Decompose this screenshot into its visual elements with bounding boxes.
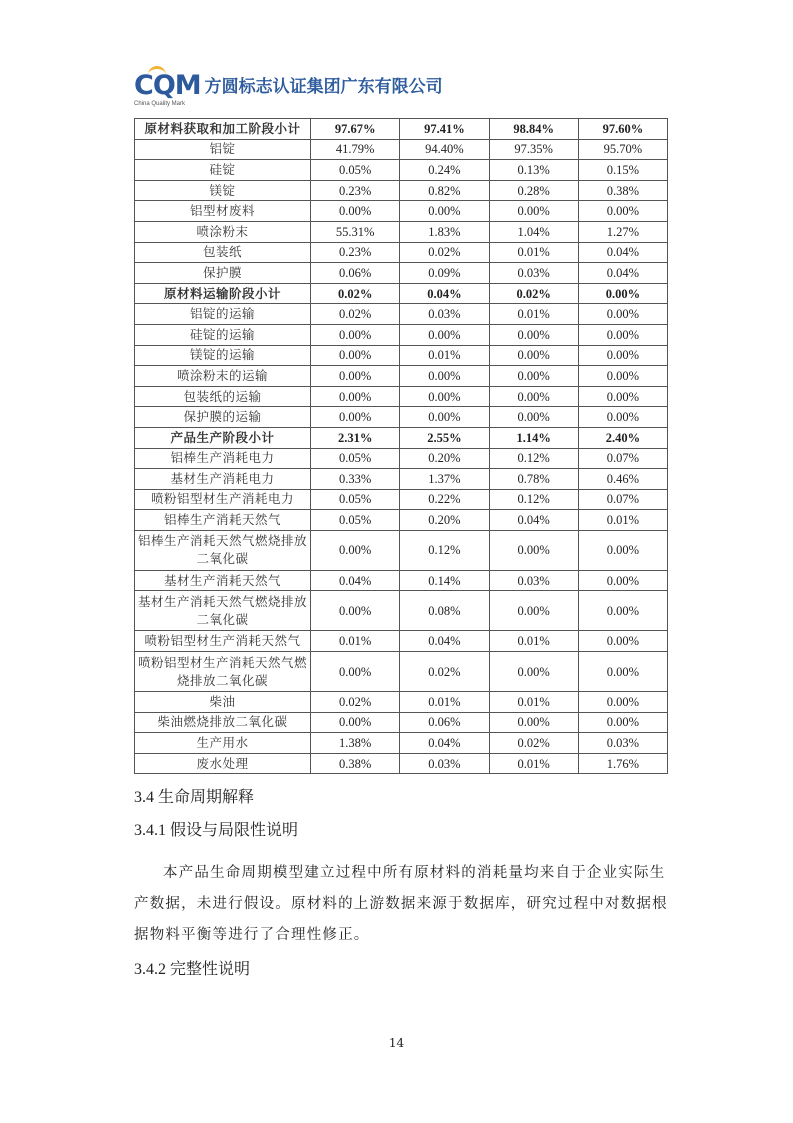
- table-row: [135, 221, 668, 242]
- cell-value: 0.04%: [400, 631, 489, 652]
- table-row: [135, 733, 668, 754]
- cell-value: 0.23%: [311, 180, 400, 201]
- company-name: 方圆标志认证集团广东有限公司: [204, 77, 443, 97]
- cell-value: 0.00%: [578, 712, 667, 733]
- table-row: [135, 712, 668, 733]
- cell-value: 0.00%: [400, 366, 489, 387]
- table-row: [135, 345, 668, 366]
- page-body: [134, 118, 669, 980]
- cell-value: 0.38%: [311, 753, 400, 774]
- cell-value: 0.00%: [578, 366, 667, 387]
- cell-value: 0.04%: [578, 242, 667, 263]
- cell-value: 0.00%: [489, 386, 578, 407]
- cell-value: 0.00%: [311, 652, 400, 692]
- row-label: 喷粉铝型材生产消耗天然气燃烧排放二氧化碳: [135, 652, 311, 692]
- row-label: 基材生产消耗天然气: [135, 570, 311, 591]
- table-row: [135, 530, 668, 570]
- table-row: [135, 324, 668, 345]
- cell-value: 0.00%: [311, 591, 400, 631]
- cell-value: 0.82%: [400, 180, 489, 201]
- cell-value: 0.00%: [311, 386, 400, 407]
- cell-value: 0.28%: [489, 180, 578, 201]
- cell-value: 0.09%: [400, 263, 489, 284]
- cell-value: 0.00%: [311, 407, 400, 428]
- table-row: [135, 180, 668, 201]
- cell-value: 0.06%: [400, 712, 489, 733]
- row-label: 镁锭: [135, 180, 311, 201]
- cell-value: 0.33%: [311, 469, 400, 490]
- table-row: [135, 570, 668, 591]
- cell-value: 0.00%: [489, 591, 578, 631]
- cell-value: 0.03%: [400, 753, 489, 774]
- row-label: 喷粉铝型材生产消耗电力: [135, 489, 311, 510]
- row-label: 废水处理: [135, 753, 311, 774]
- cell-value: 0.14%: [400, 570, 489, 591]
- cell-value: 0.00%: [489, 366, 578, 387]
- cell-value: 0.06%: [311, 263, 400, 284]
- cell-value: 97.67%: [311, 119, 400, 140]
- table-row: [135, 366, 668, 387]
- table-row: [135, 652, 668, 692]
- page-number: 14: [388, 1036, 405, 1050]
- cell-value: 41.79%: [311, 139, 400, 160]
- row-label: 铝棒生产消耗电力: [135, 448, 311, 469]
- cell-value: 0.00%: [489, 345, 578, 366]
- row-label: 铝型材废料: [135, 201, 311, 222]
- cell-value: 1.04%: [489, 221, 578, 242]
- row-label: 基材生产消耗电力: [135, 469, 311, 490]
- cell-value: 1.83%: [400, 221, 489, 242]
- cell-value: 0.01%: [311, 631, 400, 652]
- cell-value: 0.04%: [400, 283, 489, 304]
- row-label: 铝锭的运输: [135, 304, 311, 325]
- section-heading-3-4-2: 3.4.2 完整性说明: [134, 961, 251, 979]
- table-subtotal-row: [135, 427, 668, 448]
- cell-value: 0.00%: [578, 386, 667, 407]
- table-row: [135, 489, 668, 510]
- table-row: [135, 386, 668, 407]
- table-row: [135, 631, 668, 652]
- cell-value: 0.23%: [311, 242, 400, 263]
- row-label: 保护膜的运输: [135, 407, 311, 428]
- cell-value: 0.04%: [578, 263, 667, 284]
- cell-value: 0.04%: [311, 570, 400, 591]
- cell-value: 0.05%: [311, 448, 400, 469]
- row-label: 基材生产消耗天然气燃烧排放二氧化碳: [135, 591, 311, 631]
- cell-value: 0.00%: [311, 366, 400, 387]
- cell-value: 0.00%: [578, 631, 667, 652]
- cell-value: 0.22%: [400, 489, 489, 510]
- row-label: 喷涂粉末: [135, 221, 311, 242]
- cell-value: 0.00%: [578, 324, 667, 345]
- cell-value: 0.00%: [311, 324, 400, 345]
- row-label: 铝棒生产消耗天然气: [135, 510, 311, 531]
- cell-value: 0.02%: [400, 652, 489, 692]
- table-subtotal-row: [135, 283, 668, 304]
- row-label: 原材料获取和加工阶段小计: [135, 119, 311, 140]
- cell-value: 0.00%: [400, 201, 489, 222]
- cell-value: 0.00%: [311, 201, 400, 222]
- logo-subtitle: China Quality Mark: [134, 101, 186, 107]
- cell-value: 97.41%: [400, 119, 489, 140]
- cell-value: 2.40%: [578, 427, 667, 448]
- cell-value: 55.31%: [311, 221, 400, 242]
- cell-value: 1.38%: [311, 733, 400, 754]
- table-row: [135, 407, 668, 428]
- row-label: 包装纸的运输: [135, 386, 311, 407]
- row-label: 硅锭的运输: [135, 324, 311, 345]
- cell-value: 0.00%: [578, 692, 667, 713]
- cell-value: 2.55%: [400, 427, 489, 448]
- cell-value: 0.20%: [400, 448, 489, 469]
- cell-value: 0.05%: [311, 489, 400, 510]
- cell-value: 0.00%: [489, 712, 578, 733]
- cell-value: 0.00%: [489, 407, 578, 428]
- table-row: [135, 201, 668, 222]
- row-label: 生产用水: [135, 733, 311, 754]
- cell-value: 0.00%: [578, 345, 667, 366]
- cell-value: 0.00%: [311, 712, 400, 733]
- cell-value: 0.03%: [489, 263, 578, 284]
- section-heading-3-4: 3.4 生命周期解释: [134, 789, 255, 807]
- cell-value: 0.07%: [578, 489, 667, 510]
- cell-value: 0.46%: [578, 469, 667, 490]
- cell-value: 94.40%: [400, 139, 489, 160]
- cell-value: 0.02%: [311, 283, 400, 304]
- cell-value: 0.05%: [311, 160, 400, 181]
- cell-value: 0.03%: [489, 570, 578, 591]
- cell-value: 0.38%: [578, 180, 667, 201]
- cell-value: 0.12%: [489, 489, 578, 510]
- table-row: [135, 692, 668, 713]
- lca-contribution-table: [134, 118, 668, 774]
- cell-value: 0.00%: [578, 570, 667, 591]
- cell-value: 0.00%: [578, 407, 667, 428]
- table-row: [135, 304, 668, 325]
- logo-text: CQM: [134, 70, 201, 101]
- cell-value: 0.12%: [489, 448, 578, 469]
- table-row: [135, 469, 668, 490]
- cell-value: 1.27%: [578, 221, 667, 242]
- cell-value: 98.84%: [489, 119, 578, 140]
- cell-value: 0.03%: [578, 733, 667, 754]
- cell-value: 0.00%: [578, 530, 667, 570]
- cell-value: 0.00%: [400, 324, 489, 345]
- row-label: 喷粉铝型材生产消耗天然气: [135, 631, 311, 652]
- cell-value: 2.31%: [311, 427, 400, 448]
- cell-value: 0.01%: [489, 753, 578, 774]
- cell-value: 0.02%: [311, 692, 400, 713]
- cell-value: 0.08%: [400, 591, 489, 631]
- cell-value: 0.07%: [578, 448, 667, 469]
- table-row: [135, 139, 668, 160]
- section-heading-3-4-1: 3.4.1 假设与局限性说明: [134, 822, 299, 840]
- cell-value: 0.15%: [578, 160, 667, 181]
- row-label: 保护膜: [135, 263, 311, 284]
- row-label: 柴油: [135, 692, 311, 713]
- cell-value: 0.00%: [311, 530, 400, 570]
- cell-value: 0.00%: [489, 530, 578, 570]
- cell-value: 0.01%: [400, 345, 489, 366]
- cell-value: 0.02%: [311, 304, 400, 325]
- cell-value: 0.01%: [489, 304, 578, 325]
- cell-value: 0.01%: [400, 692, 489, 713]
- cell-value: 0.04%: [400, 733, 489, 754]
- paragraph-assumptions: 本产品生命周期模型建立过程中所有原材料的消耗量均来自于企业实际生产数据，未进行假设。原材料的上游数据来源于数据库，研究过程中对数据根据物料平衡等进行了合理性修正。: [134, 865, 668, 944]
- cell-value: 0.00%: [578, 591, 667, 631]
- cell-value: 0.00%: [489, 652, 578, 692]
- table-row: [135, 242, 668, 263]
- row-label: 镁锭的运输: [135, 345, 311, 366]
- cell-value: 0.24%: [400, 160, 489, 181]
- table-row: [135, 753, 668, 774]
- cell-value: 0.00%: [578, 304, 667, 325]
- cell-value: 0.05%: [311, 510, 400, 531]
- row-label: 喷涂粉末的运输: [135, 366, 311, 387]
- cell-value: 0.00%: [400, 386, 489, 407]
- cell-value: 0.20%: [400, 510, 489, 531]
- table-row: [135, 263, 668, 284]
- logo-mark-group: [134, 66, 201, 108]
- table-row: [135, 448, 668, 469]
- cell-value: 0.00%: [489, 201, 578, 222]
- cell-value: 1.14%: [489, 427, 578, 448]
- cell-value: 0.78%: [489, 469, 578, 490]
- table-row: [135, 160, 668, 181]
- cell-value: 95.70%: [578, 139, 667, 160]
- cell-value: 0.00%: [400, 407, 489, 428]
- cell-value: 0.01%: [489, 242, 578, 263]
- cell-value: 0.01%: [489, 631, 578, 652]
- cell-value: 0.02%: [400, 242, 489, 263]
- cell-value: 0.02%: [489, 283, 578, 304]
- cell-value: 0.02%: [489, 733, 578, 754]
- cell-value: 0.01%: [489, 692, 578, 713]
- cqm-logo-mark: [134, 66, 201, 100]
- row-label: 产品生产阶段小计: [135, 427, 311, 448]
- cell-value: 97.35%: [489, 139, 578, 160]
- cell-value: 0.00%: [578, 283, 667, 304]
- row-label: 铝锭: [135, 139, 311, 160]
- row-label: 硅锭: [135, 160, 311, 181]
- row-label: 铝棒生产消耗天然气燃烧排放二氧化碳: [135, 530, 311, 570]
- cell-value: 0.01%: [578, 510, 667, 531]
- cell-value: 1.37%: [400, 469, 489, 490]
- logo-arc-icon: [148, 66, 166, 75]
- cell-value: 0.03%: [400, 304, 489, 325]
- row-label: 原材料运输阶段小计: [135, 283, 311, 304]
- cell-value: 1.76%: [578, 753, 667, 774]
- table-row: [135, 510, 668, 531]
- table-row: [135, 591, 668, 631]
- cell-value: 0.13%: [489, 160, 578, 181]
- cell-value: 0.00%: [489, 324, 578, 345]
- cell-value: 0.00%: [311, 345, 400, 366]
- cell-value: 0.00%: [578, 201, 667, 222]
- cell-value: 97.60%: [578, 119, 667, 140]
- company-logo: [134, 66, 443, 108]
- row-label: 包装纸: [135, 242, 311, 263]
- cell-value: 0.00%: [578, 652, 667, 692]
- row-label: 柴油燃烧排放二氧化碳: [135, 712, 311, 733]
- cell-value: 0.04%: [489, 510, 578, 531]
- cell-value: 0.12%: [400, 530, 489, 570]
- table-subtotal-row: [135, 119, 668, 140]
